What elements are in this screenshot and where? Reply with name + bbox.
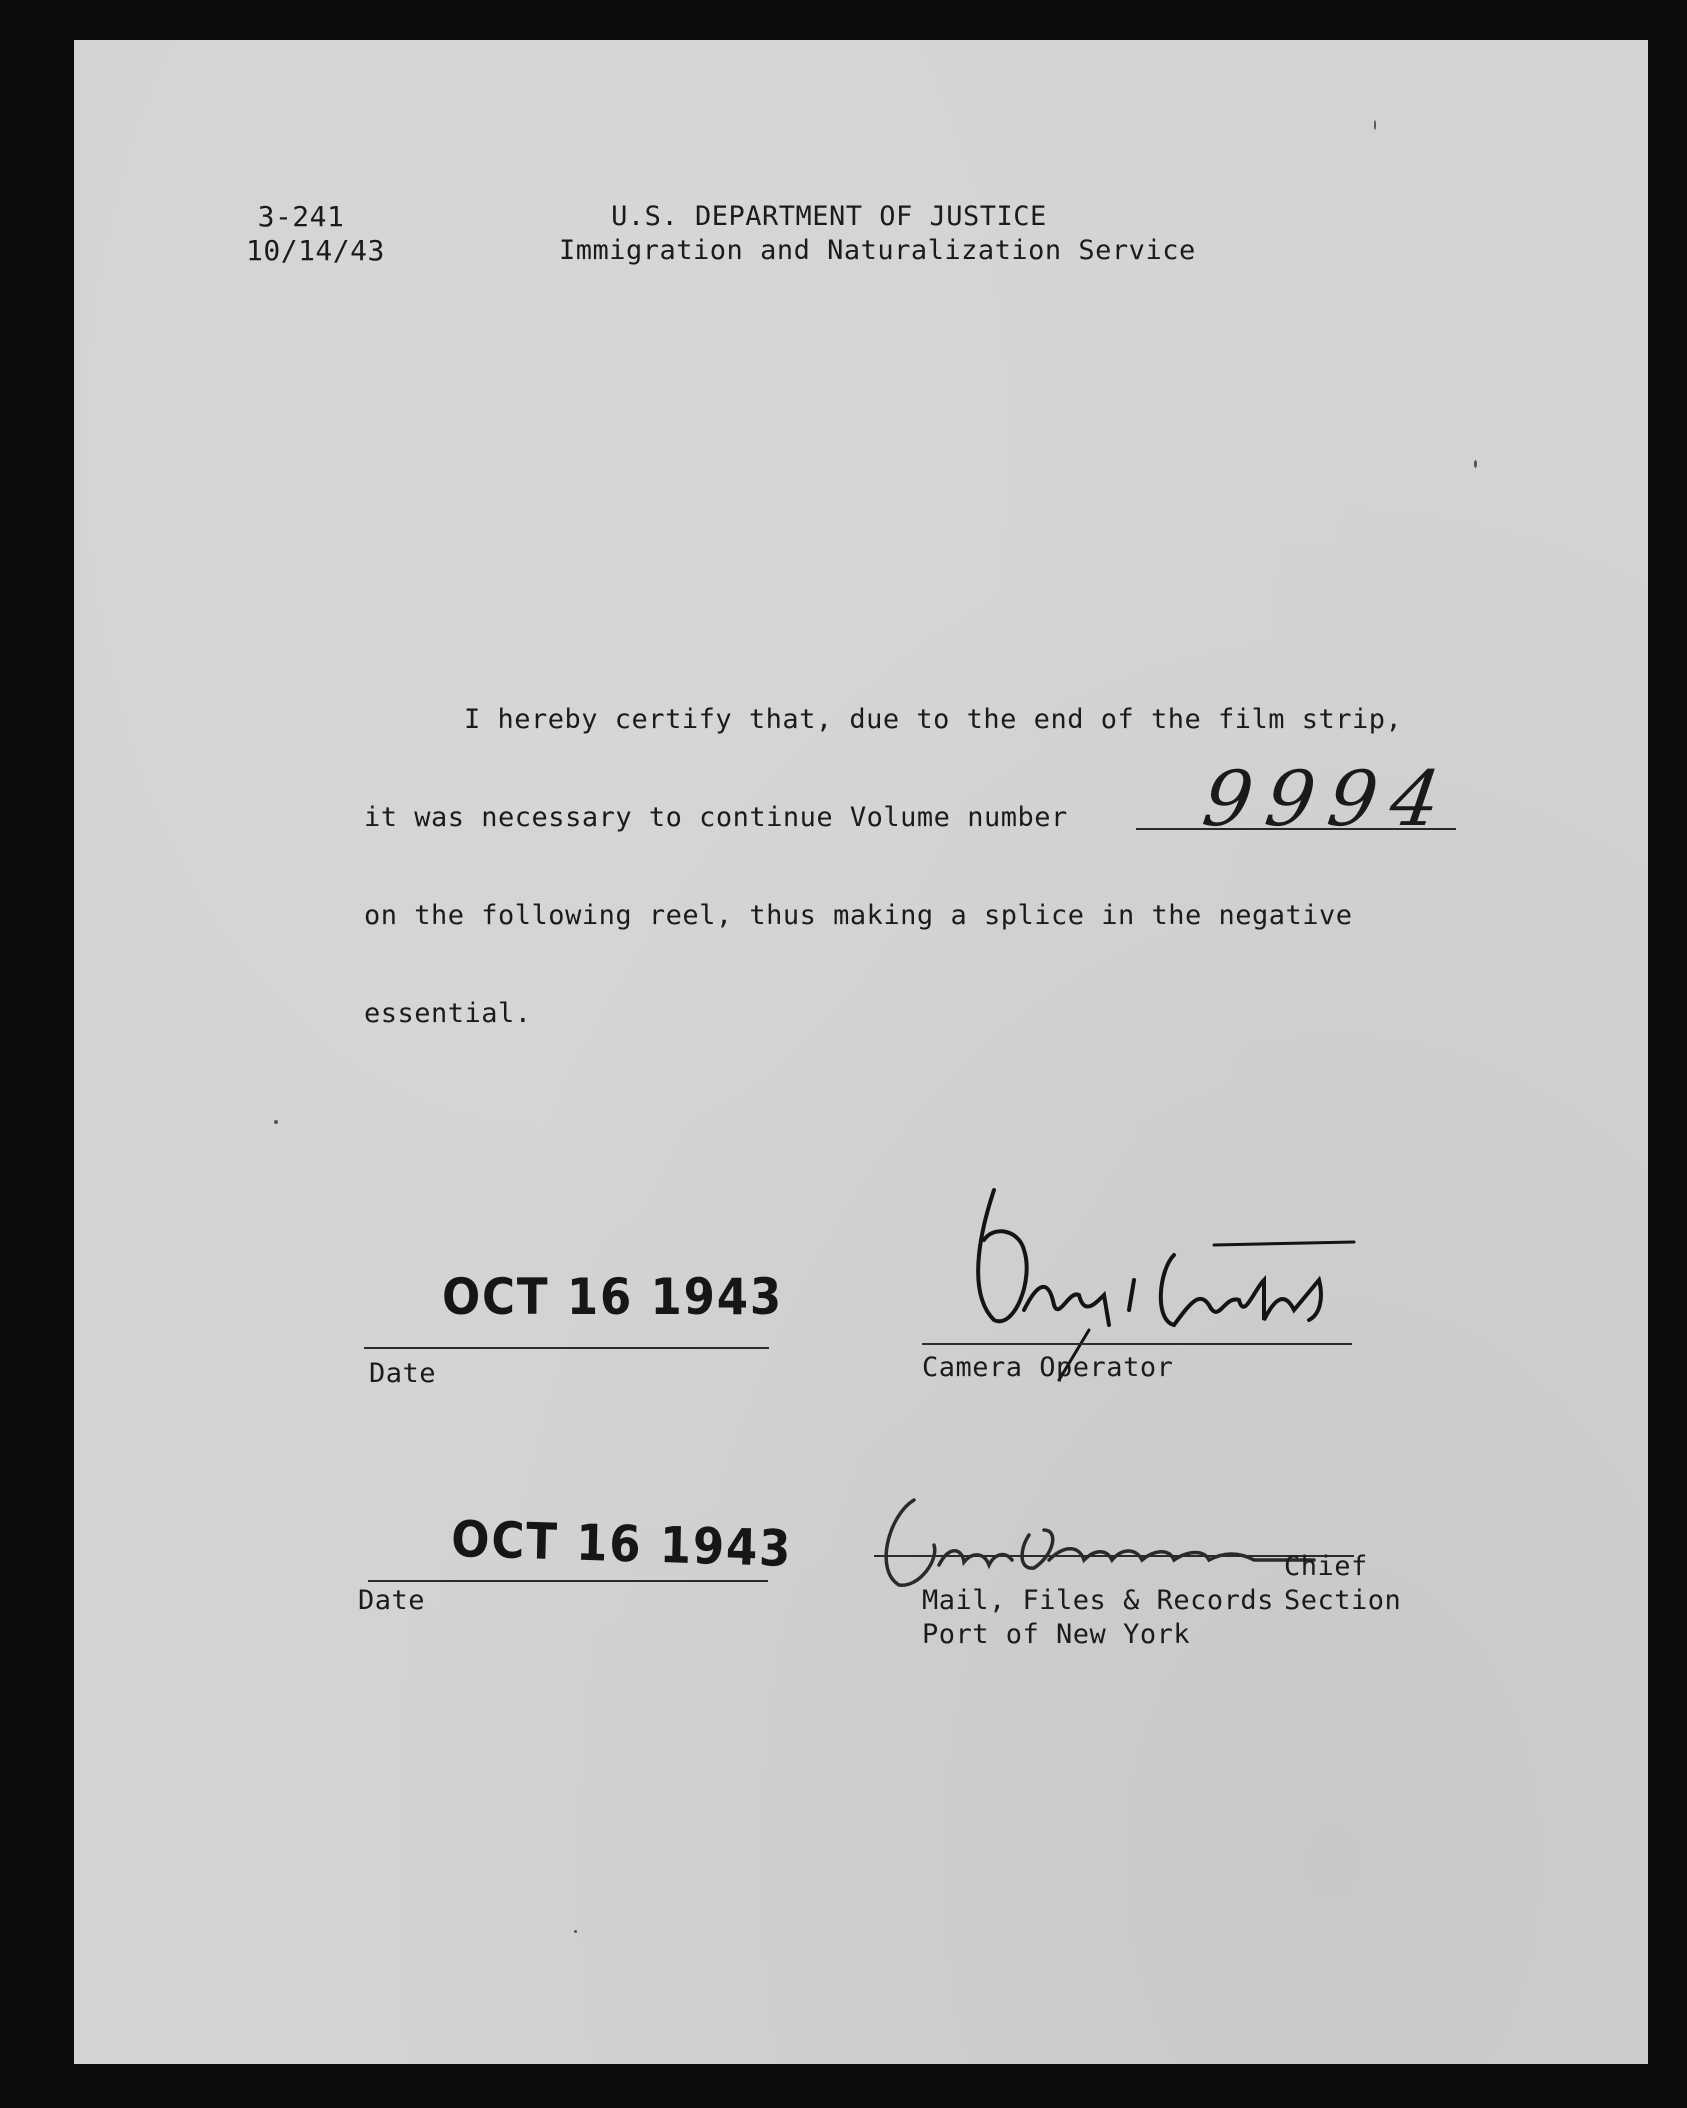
form-code: 3-241	[257, 200, 345, 233]
certificate-line-2: it was necessary to continue Volume number	[364, 802, 1068, 833]
date-stamp-camera: OCT 16 1943	[442, 1268, 783, 1326]
date-label-chief: Date	[358, 1585, 426, 1616]
date-stamp-chief: OCT 16 1943	[450, 1510, 793, 1578]
section-label: Section	[1284, 1585, 1402, 1616]
letterhead	[559, 200, 1196, 268]
signature-line-camera	[922, 1343, 1352, 1345]
date-line-camera	[364, 1347, 769, 1349]
signature-line-chief	[874, 1555, 1354, 1557]
certificate-line-3: on the following reel, thus making a splice in the negative	[364, 900, 1353, 931]
certificate-line-1: I hereby certify that, due to the end of the film strip,	[464, 704, 1403, 735]
scan-speck	[1374, 120, 1376, 130]
office-location: Port of New York	[922, 1619, 1191, 1650]
document-sheet	[74, 40, 1648, 2064]
date-label-camera: Date	[369, 1358, 437, 1389]
certificate-line-4: essential.	[364, 998, 532, 1029]
service-name: Immigration and Naturalization Service	[559, 235, 1196, 266]
camera-operator-label: Camera Operator	[922, 1352, 1174, 1383]
department-name: U.S. DEPARTMENT OF JUSTICE	[611, 201, 1047, 232]
date-line-chief	[368, 1580, 768, 1582]
scan-speck	[274, 1120, 278, 1124]
scan-speck	[1474, 460, 1477, 468]
chief-office-block	[922, 1584, 1274, 1652]
camera-operator-signature	[924, 1130, 1364, 1390]
office-name: Mail, Files & Records	[922, 1585, 1274, 1616]
form-date: 10/14/43	[246, 234, 385, 267]
chief-label: Chief	[1284, 1551, 1368, 1582]
scan-speck	[574, 1930, 577, 1933]
chief-title-block	[1284, 1550, 1401, 1618]
form-identifier	[246, 200, 385, 268]
volume-number-handwritten: 9994	[1197, 754, 1460, 843]
